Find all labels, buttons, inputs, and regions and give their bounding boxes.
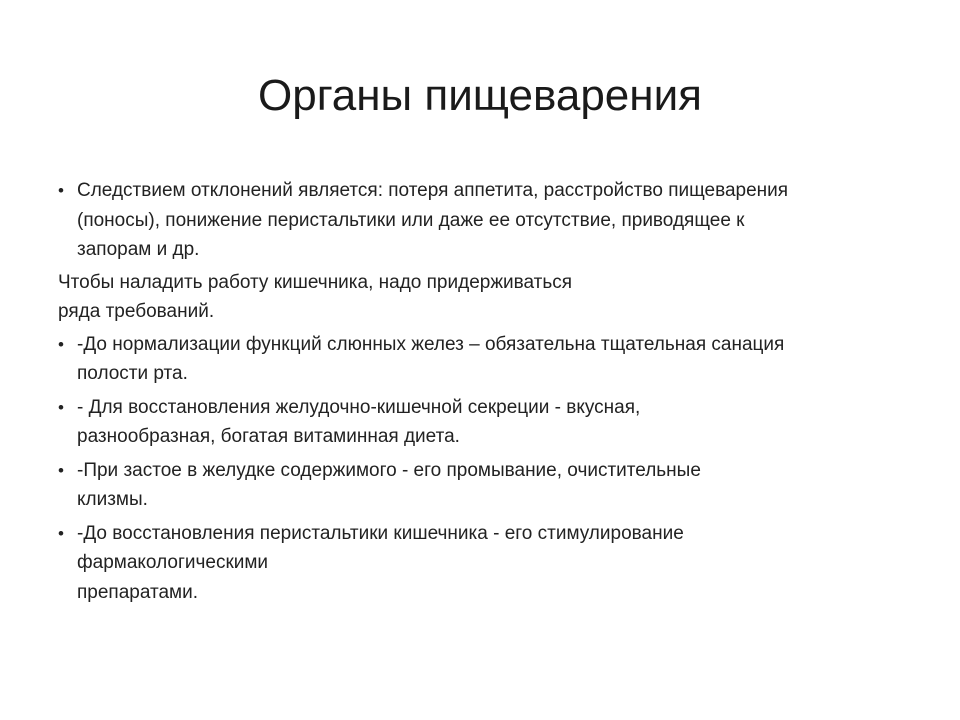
bullet-item-consequences [58, 176, 908, 265]
text-line: Следствием отклонений является: потеря аппетита, расстройство пищеварения [77, 180, 789, 201]
bullet-icon: • [58, 460, 64, 480]
bullet-icon: • [58, 334, 64, 354]
paragraph-requirements [58, 268, 908, 327]
text-line: -До восстановления перистальтики кишечника - его стимулирование [77, 522, 684, 544]
text-line: фармакологическими [77, 552, 269, 573]
slide-body [58, 176, 908, 607]
text-line: - Для восстановления желудочно-кишечной секреции - вкусная, [77, 396, 641, 418]
bullet-item-secretion [58, 393, 908, 452]
bullet-item-peristalsis [58, 519, 908, 608]
text-line: запорам и др. [77, 239, 200, 260]
text-line: -При застое в желудке содержимого - его промывание, очистительные [77, 459, 701, 481]
text-line: клизмы. [77, 489, 148, 510]
text-line: Чтобы наладить работу кишечника, надо придерживаться [58, 271, 573, 293]
text-line: разнообразная, богатая витаминная диета. [77, 426, 460, 447]
bullet-item-salivary [58, 330, 908, 389]
text-line: полости рта. [77, 363, 188, 384]
bullet-icon: • [58, 397, 64, 417]
text-line: (поносы), понижение перистальтики или даже ее отсутствие, приводящее к [77, 209, 745, 231]
slide-title: Органы пищеварения [258, 71, 702, 120]
bullet-item-stomach-stasis [58, 456, 908, 515]
text-line: ряда требований. [58, 301, 215, 322]
bullet-icon: • [58, 523, 64, 543]
text-line: препаратами. [77, 581, 199, 603]
text-line: -До нормализации функций слюнных желез – обязательна тщательная санация [77, 333, 785, 355]
bullet-icon: • [58, 181, 64, 200]
